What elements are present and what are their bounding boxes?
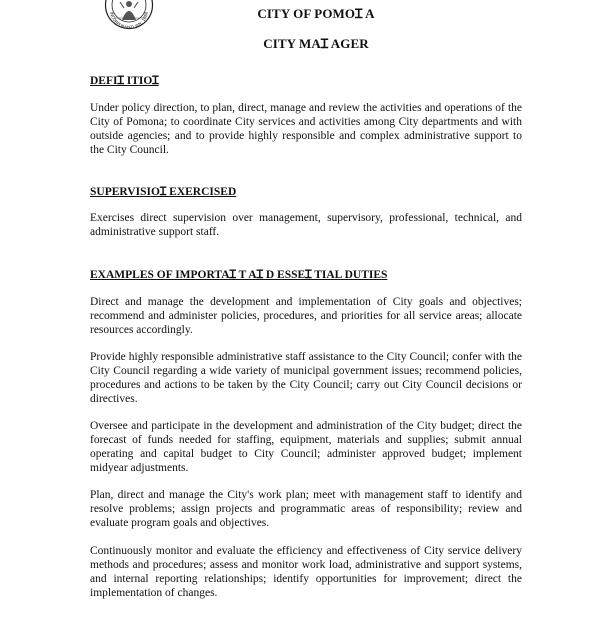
duty-item: Continuously monitor and evaluate the efficiency and effectiveness of City service delivery methods and procedures; assess and monitor work load, administrative and support systems, and internal reporting relationships; identify opportunities for improvement; direct the implementation of changes. [90,545,522,599]
definition-heading: DEFIꞮ ITIOꞮ [90,75,159,87]
definition-text: Under policy direction, to plan, direct, manage and review the activities and operations of the City of Pomona; to coordinate City services and activities among City departments and with outside agencies; and to provide highly responsible and complex administrative support to the City Council. [90,102,522,156]
supervision-text: Exercises direct supervision over management, supervisory, professional, technical, and administrative support staff. [90,212,522,238]
duty-item: Plan, direct and manage the City's work plan; meet with management staff to identify and resolve problems; assign projects and programmatic areas of responsibility; review and evaluate program goals and objectives. [90,489,522,529]
duties-heading: EXAMPLES OF IMPORTAꞮ T AꞮ D ESSEꞮ TIAL DUTIES [90,269,388,281]
duty-item: Oversee and participate in the development and administration of the City budget; direct the forecast of funds needed for staffing, equipment, materials and supplies; submit annual operating and capital budget to City Council; administer approved budget; implement midyear adjustments. [90,420,522,474]
supervision-heading: SUPERVISIOꞮ EXERCISED [90,186,237,198]
duty-item: Direct and manage the development and implementation of City goals and objectives; recommend and administer policies, procedures, and priorities for all service areas; allocate resources accordingly. [90,296,522,336]
seal-text: INCORPORATED JAN. 1888 [109,11,149,30]
job-title: CITY MAꞮ AGER [263,36,369,51]
duty-item: Provide highly responsible administrative staff assistance to the City Council; confer with the City Council regarding a wide variety of municipal government issues; recommend policies, procedures and actions to be taken by the City Council; carry out City Council decisions or directives. [90,351,522,405]
org-title: CITY OF POMOꞮ A [257,6,375,21]
